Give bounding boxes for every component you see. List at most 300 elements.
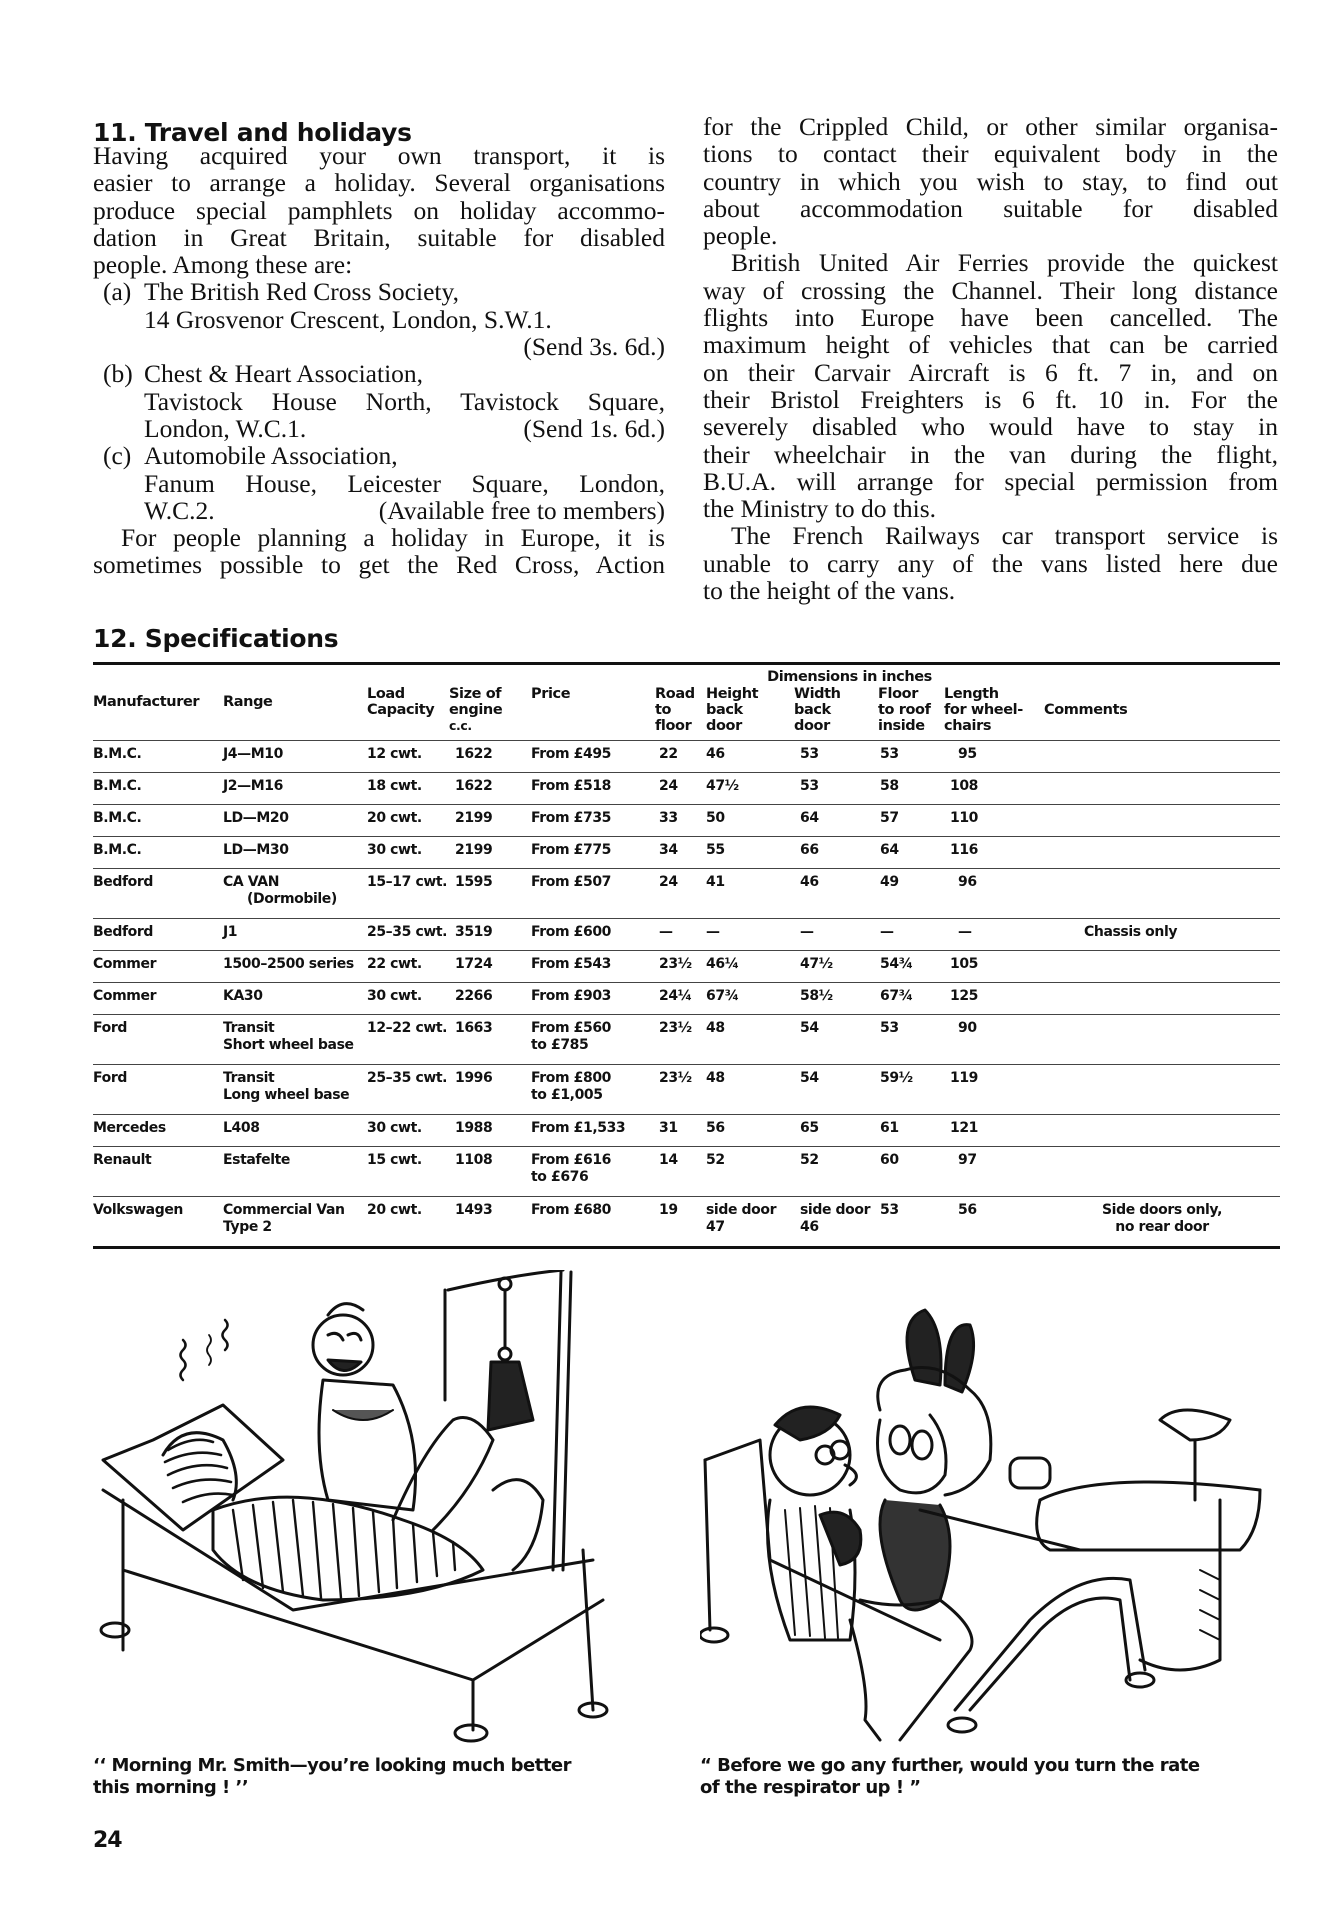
cell-height-line: 46 — [706, 746, 725, 762]
cell-height-line: 46¼ — [706, 956, 739, 972]
cell-road: 24 — [655, 773, 706, 805]
cell-price-line: From £600 — [531, 924, 612, 940]
table-row — [93, 1115, 1280, 1147]
cell-height — [706, 983, 794, 1015]
cell-range-line: J2—M16 — [223, 778, 283, 794]
cell-load: 20 cwt. — [367, 805, 449, 837]
section-12-heading: 12. Specifications — [93, 624, 339, 653]
cell-range-line: (Dormobile) — [247, 891, 337, 907]
cell-width-line: 58½ — [800, 988, 833, 1004]
cell-length: 97 — [944, 1147, 1044, 1197]
cell-height-line: 47 — [706, 1219, 725, 1235]
cell-comments — [1044, 1197, 1280, 1247]
paragraph-line: way of crossing the Channel. Their long distance — [703, 275, 1278, 305]
cell-height-line: side door — [706, 1202, 777, 1218]
cell-width — [794, 1147, 878, 1197]
traction-bar — [448, 1270, 563, 1290]
right-column — [703, 113, 1278, 604]
cell-width-line: side door — [800, 1202, 871, 1218]
cell-range — [223, 869, 367, 919]
cell-height — [706, 919, 794, 951]
intro-line: Having acquired your own transport, it is — [93, 141, 665, 170]
paragraph-line: for the Crippled Child, or other similar organisa- — [703, 112, 1278, 141]
cell-comments — [1044, 773, 1280, 805]
cell-price-line: From £1,533 — [531, 1120, 626, 1136]
paragraph-line: on their Carvair Aircraft is 6 ft. 7 in, and on — [703, 357, 1278, 387]
cell-comments-line: no rear door — [1115, 1219, 1209, 1235]
organisation-line: Fanum House, Leicester Square, London, — [144, 468, 665, 498]
col-road-line: to — [655, 702, 672, 718]
cell-manufacturer: B.M.C. — [93, 805, 223, 837]
cell-width-line: — — [800, 924, 814, 940]
organisation-note: (Send 1s. 6d.) — [523, 413, 665, 443]
cell-length: 56 — [944, 1197, 1044, 1247]
cell-manufacturer: B.M.C. — [93, 837, 223, 869]
left-column — [93, 142, 665, 579]
traction-weight-icon — [488, 1362, 533, 1430]
cell-width — [794, 1015, 878, 1065]
col-length-line: chairs — [944, 718, 992, 734]
cell-height-line: — — [706, 924, 720, 940]
cell-range — [223, 773, 367, 805]
cell-comments-line: Side doors only, — [1102, 1202, 1222, 1218]
cell-range-line: Type 2 — [223, 1219, 272, 1235]
cell-price — [525, 1015, 655, 1065]
cell-engine: 1724 — [449, 951, 525, 983]
cell-price-line: From £800 — [531, 1070, 612, 1086]
organisation-a — [93, 278, 665, 360]
cell-length: 110 — [944, 805, 1044, 837]
cell-road: — — [655, 919, 706, 951]
cell-length: 116 — [944, 837, 1044, 869]
cell-range-line: L408 — [223, 1120, 260, 1136]
cell-height — [706, 1065, 794, 1115]
cell-price-line: From £616 — [531, 1152, 612, 1168]
table-row — [93, 805, 1280, 837]
cell-range — [223, 805, 367, 837]
cell-width — [794, 869, 878, 919]
cell-width-line: 66 — [800, 842, 819, 858]
cell-engine: 3519 — [449, 919, 525, 951]
col-road-line: floor — [655, 718, 692, 734]
caption-line: this morning ! ’’ — [93, 1777, 249, 1798]
cell-height — [706, 1197, 794, 1247]
paragraph-line: unable to carry any of the vans listed here due — [703, 548, 1278, 578]
cell-comments — [1044, 869, 1280, 919]
cell-comments — [1044, 919, 1280, 951]
cell-range — [223, 951, 367, 983]
cell-engine: 1663 — [449, 1015, 525, 1065]
col-load-line: Capacity — [367, 702, 435, 718]
cell-road: 23½ — [655, 1065, 706, 1115]
cell-engine: 1988 — [449, 1115, 525, 1147]
organisation-line: The British Red Cross Society, — [144, 277, 459, 307]
cell-width-line: 54 — [800, 1070, 819, 1086]
col-height-line: back — [706, 702, 743, 718]
cell-width — [794, 805, 878, 837]
col-length-line: for wheel- — [944, 702, 1023, 718]
cell-load: 30 cwt. — [367, 1115, 449, 1147]
cell-range — [223, 1115, 367, 1147]
cell-price — [525, 869, 655, 919]
cell-load: 30 cwt. — [367, 983, 449, 1015]
cell-comments — [1044, 983, 1280, 1015]
cell-price — [525, 773, 655, 805]
table-row — [93, 1197, 1280, 1247]
col-width-line: Width — [794, 686, 841, 702]
cell-range — [223, 1015, 367, 1065]
cell-price — [525, 983, 655, 1015]
cell-comments — [1044, 837, 1280, 869]
cell-floor: 53 — [878, 1015, 944, 1065]
cell-range — [223, 919, 367, 951]
cell-floor: 57 — [878, 805, 944, 837]
paragraph-line: to the height of the vans. — [703, 576, 956, 606]
cell-load: 12 cwt. — [367, 741, 449, 773]
organisation-line: Tavistock House North, Tavistock Square, — [144, 386, 665, 416]
cell-width — [794, 773, 878, 805]
cell-load: 30 cwt. — [367, 837, 449, 869]
cell-manufacturer: Ford — [93, 1065, 223, 1115]
col-engine-line: Size of — [449, 686, 502, 702]
cell-engine: 2266 — [449, 983, 525, 1015]
cell-range-line: Transit — [223, 1070, 275, 1086]
cell-length: 105 — [944, 951, 1044, 983]
cell-height — [706, 805, 794, 837]
cell-width-line: 64 — [800, 810, 819, 826]
cell-comments-line: Chassis only — [1084, 924, 1178, 940]
table-row — [93, 1147, 1280, 1197]
cell-comments — [1044, 1147, 1280, 1197]
cell-price — [525, 919, 655, 951]
paragraph-line: people. — [703, 221, 778, 251]
table-row — [93, 741, 1280, 773]
cell-range-line: Commercial Van — [223, 1202, 345, 1218]
table-row — [93, 773, 1280, 805]
cell-price — [525, 1115, 655, 1147]
cell-price-line: From £495 — [531, 746, 612, 762]
cell-road: 34 — [655, 837, 706, 869]
paragraph-line: about accommodation suitable for disabled — [703, 193, 1278, 223]
cell-manufacturer: Volkswagen — [93, 1197, 223, 1247]
cell-engine: 1996 — [449, 1065, 525, 1115]
caption-line: of the respirator up ! ” — [700, 1777, 921, 1798]
organisation-label: (a) — [103, 277, 132, 307]
cell-load: 15–17 cwt. — [367, 869, 449, 919]
cell-height — [706, 1115, 794, 1147]
cell-height-line: 48 — [706, 1020, 725, 1036]
cell-width-line: 53 — [800, 778, 819, 794]
cell-width — [794, 951, 878, 983]
cell-price — [525, 741, 655, 773]
organisation-note: (Available free to members) — [378, 495, 665, 525]
cell-price-line: From £735 — [531, 810, 612, 826]
cell-road: 23½ — [655, 1015, 706, 1065]
cell-length: 96 — [944, 869, 1044, 919]
cell-load: 15 cwt. — [367, 1147, 449, 1197]
cell-height — [706, 773, 794, 805]
cell-road: 22 — [655, 741, 706, 773]
cell-comments — [1044, 805, 1280, 837]
col-length-line: Length — [944, 686, 999, 702]
cell-comments — [1044, 1115, 1280, 1147]
cell-floor: 64 — [878, 837, 944, 869]
cell-range-line: Long wheel base — [223, 1087, 350, 1103]
cell-manufacturer: Bedford — [93, 919, 223, 951]
cell-price-line: From £680 — [531, 1202, 612, 1218]
organisation-note: (Send 3s. 6d.) — [523, 332, 665, 362]
cell-price-line: to £1,005 — [531, 1087, 603, 1103]
cell-manufacturer: B.M.C. — [93, 773, 223, 805]
cell-width-line: 52 — [800, 1152, 819, 1168]
cell-road: 19 — [655, 1197, 706, 1247]
col-floor — [878, 686, 944, 741]
col-length — [944, 686, 1044, 741]
cell-floor: 60 — [878, 1147, 944, 1197]
dimensions-header: Dimensions in inches — [767, 669, 932, 685]
cell-height — [706, 951, 794, 983]
cell-load: 12–22 cwt. — [367, 1015, 449, 1065]
organisation-label: (c) — [103, 441, 132, 471]
cell-road: 14 — [655, 1147, 706, 1197]
cell-range — [223, 1065, 367, 1115]
cell-price-line: From £507 — [531, 874, 612, 890]
cell-range-line: J4—M10 — [223, 746, 283, 762]
table-row — [93, 983, 1280, 1015]
organisation-line: London, W.C.1. — [144, 413, 307, 443]
col-floor-line: inside — [878, 718, 925, 734]
col-road-line: Road — [655, 686, 695, 702]
page-number: 24 — [93, 1828, 122, 1853]
bunny-ears-icon — [907, 1310, 941, 1385]
col-engine-line: c.c. — [449, 718, 472, 733]
cell-range-line: CA VAN — [223, 874, 280, 890]
intro-line: produce special pamphlets on holiday accommo- — [93, 195, 665, 225]
cell-manufacturer: Ford — [93, 1015, 223, 1065]
cartoon-caption-1 — [93, 1755, 653, 1799]
cell-road: 24¼ — [655, 983, 706, 1015]
cell-comments — [1044, 741, 1280, 773]
intro-line: people. Among these are: — [93, 250, 353, 280]
cell-price-line: From £518 — [531, 778, 612, 794]
cell-price-line: to £785 — [531, 1037, 589, 1053]
cell-road: 31 — [655, 1115, 706, 1147]
cell-range — [223, 1147, 367, 1197]
cartoon-caption-2 — [700, 1755, 1260, 1799]
organisation-c — [93, 442, 665, 524]
paragraph-line: severely disabled who would have to stay in — [703, 412, 1278, 442]
cell-height — [706, 869, 794, 919]
cell-price — [525, 1147, 655, 1197]
cell-engine: 2199 — [449, 805, 525, 837]
cell-engine: 1493 — [449, 1197, 525, 1247]
cell-floor: 58 — [878, 773, 944, 805]
cell-range-line: LD—M20 — [223, 810, 289, 826]
cell-height-line: 41 — [706, 874, 725, 890]
col-floor-line: to roof — [878, 702, 931, 718]
paragraph-line: tions to contact their equivalent body in the — [703, 139, 1278, 169]
cell-range-line: Transit — [223, 1020, 275, 1036]
cell-manufacturer: Commer — [93, 951, 223, 983]
cell-length: 125 — [944, 983, 1044, 1015]
col-width-line: door — [794, 718, 830, 734]
cell-road: 23½ — [655, 951, 706, 983]
organisation-line: 14 Grosvenor Crescent, London, S.W.1. — [144, 304, 552, 334]
cell-range-line: J1 — [223, 924, 238, 940]
cartoon-bandaged-patient-illustration — [93, 1270, 678, 1750]
organisation-b — [93, 360, 665, 442]
cell-floor: 49 — [878, 869, 944, 919]
cell-floor: 53 — [878, 1197, 944, 1247]
col-width — [794, 686, 878, 741]
cell-height-line: 47½ — [706, 778, 739, 794]
caption-line: “ Before we go any further, would you turn the rate — [700, 1755, 1200, 1776]
table-bottom-rule — [93, 1246, 1280, 1249]
table-row — [93, 869, 1280, 919]
cell-range-line: Estafelte — [223, 1152, 291, 1168]
table-row — [93, 919, 1280, 951]
cell-range-line: LD—M30 — [223, 842, 289, 858]
table-row — [93, 1015, 1280, 1065]
paragraph-line: their wheelchair in the van during the flight, — [703, 439, 1278, 469]
cell-width-line: 46 — [800, 874, 819, 890]
cell-width — [794, 1065, 878, 1115]
cell-load: 25–35 cwt. — [367, 1065, 449, 1115]
paragraph-line: country in which you wish to stay, to find out — [703, 166, 1278, 196]
col-engine-line: engine — [449, 702, 503, 718]
col-price: Price — [531, 686, 571, 702]
cell-range-line: 1500–2500 series — [223, 956, 354, 972]
europe-line: sometimes possible to get the Red Cross, Action — [93, 550, 665, 580]
cell-price-line: From £543 — [531, 956, 612, 972]
cell-price-line: From £903 — [531, 988, 612, 1004]
organisation-line: Automobile Association, — [144, 441, 398, 471]
organisation-line: W.C.2. — [144, 495, 215, 525]
cell-price — [525, 951, 655, 983]
cell-height — [706, 1015, 794, 1065]
paragraph-line: maximum height of vehicles that can be carried — [703, 330, 1278, 360]
cell-length: 90 — [944, 1015, 1044, 1065]
cell-range — [223, 837, 367, 869]
cell-length: — — [944, 919, 1044, 951]
table-row — [93, 837, 1280, 869]
cell-comments — [1044, 951, 1280, 983]
cell-length: 108 — [944, 773, 1044, 805]
cell-manufacturer: Commer — [93, 983, 223, 1015]
cell-width-line: 54 — [800, 1020, 819, 1036]
cell-width — [794, 919, 878, 951]
cell-load: 20 cwt. — [367, 1197, 449, 1247]
table-row — [93, 951, 1280, 983]
cell-floor: 54¾ — [878, 951, 944, 983]
cell-width — [794, 837, 878, 869]
europe-line: For people planning a holiday in Europe, it is — [121, 523, 665, 553]
cell-height-line: 55 — [706, 842, 725, 858]
cell-height — [706, 1147, 794, 1197]
cell-road: 24 — [655, 869, 706, 919]
col-height-line: Height — [706, 686, 759, 702]
cell-height — [706, 837, 794, 869]
cell-floor: 59½ — [878, 1065, 944, 1115]
cell-floor: 67¾ — [878, 983, 944, 1015]
cell-width-line: 47½ — [800, 956, 833, 972]
cartoon-respirator-patient-illustration — [700, 1300, 1290, 1750]
cell-manufacturer: Mercedes — [93, 1115, 223, 1147]
table-row — [93, 1065, 1280, 1115]
col-height-line: door — [706, 718, 742, 734]
cell-manufacturer: B.M.C. — [93, 741, 223, 773]
cell-price-line: From £775 — [531, 842, 612, 858]
cell-length: 95 — [944, 741, 1044, 773]
paragraph-line: their Bristol Freighters is 6 ft. 10 in. For the — [703, 384, 1278, 414]
cell-price — [525, 805, 655, 837]
cell-range-line: KA30 — [223, 988, 263, 1004]
paragraph-line: The French Railways car transport service is — [731, 521, 1278, 551]
cell-width-line: 46 — [800, 1219, 819, 1235]
cell-height-line: 67¾ — [706, 988, 739, 1004]
cell-range — [223, 1197, 367, 1247]
specifications-table — [93, 662, 1280, 1249]
cell-height-line: 48 — [706, 1070, 725, 1086]
cell-engine: 1622 — [449, 741, 525, 773]
cell-width-line: 53 — [800, 746, 819, 762]
cell-width-line: 65 — [800, 1120, 819, 1136]
cell-load: 22 cwt. — [367, 951, 449, 983]
traction-pole — [553, 1272, 561, 1570]
cell-floor: 61 — [878, 1115, 944, 1147]
cell-engine: 2199 — [449, 837, 525, 869]
cell-floor: 53 — [878, 741, 944, 773]
organisation-line: Chest & Heart Association, — [144, 359, 424, 389]
cell-range — [223, 741, 367, 773]
cell-height-line: 52 — [706, 1152, 725, 1168]
cell-width — [794, 1197, 878, 1247]
col-width-line: back — [794, 702, 831, 718]
cell-price — [525, 1065, 655, 1115]
cell-range-line: Short wheel base — [223, 1037, 354, 1053]
cell-price — [525, 837, 655, 869]
cell-price — [525, 1197, 655, 1247]
col-height — [706, 686, 794, 741]
cell-comments — [1044, 1015, 1280, 1065]
cell-width — [794, 983, 878, 1015]
cell-road: 33 — [655, 805, 706, 837]
cell-height-line: 50 — [706, 810, 725, 826]
cell-engine: 1622 — [449, 773, 525, 805]
cell-engine: 1595 — [449, 869, 525, 919]
cell-width — [794, 1115, 878, 1147]
organisation-label: (b) — [103, 359, 133, 389]
intro-line: dation in Great Britain, suitable for disabled — [93, 222, 665, 252]
intro-line: easier to arrange a holiday. Several organisations — [93, 168, 665, 198]
col-engine — [449, 686, 525, 741]
col-floor-line: Floor — [878, 686, 918, 702]
cell-width — [794, 741, 878, 773]
cell-manufacturer: Bedford — [93, 869, 223, 919]
section-11-heading: 11. Travel and holidays — [93, 118, 412, 147]
cell-height-line: 56 — [706, 1120, 725, 1136]
cell-price-line: to £676 — [531, 1169, 589, 1185]
cell-length: 121 — [944, 1115, 1044, 1147]
cell-floor: — — [878, 919, 944, 951]
paragraph-line: British United Air Ferries provide the quickest — [731, 248, 1278, 278]
col-load-line: Load — [367, 686, 405, 702]
col-range: Range — [223, 694, 273, 710]
cell-manufacturer: Renault — [93, 1147, 223, 1197]
col-load — [367, 686, 449, 741]
cell-load: 25–35 cwt. — [367, 919, 449, 951]
cell-price-line: From £560 — [531, 1020, 612, 1036]
